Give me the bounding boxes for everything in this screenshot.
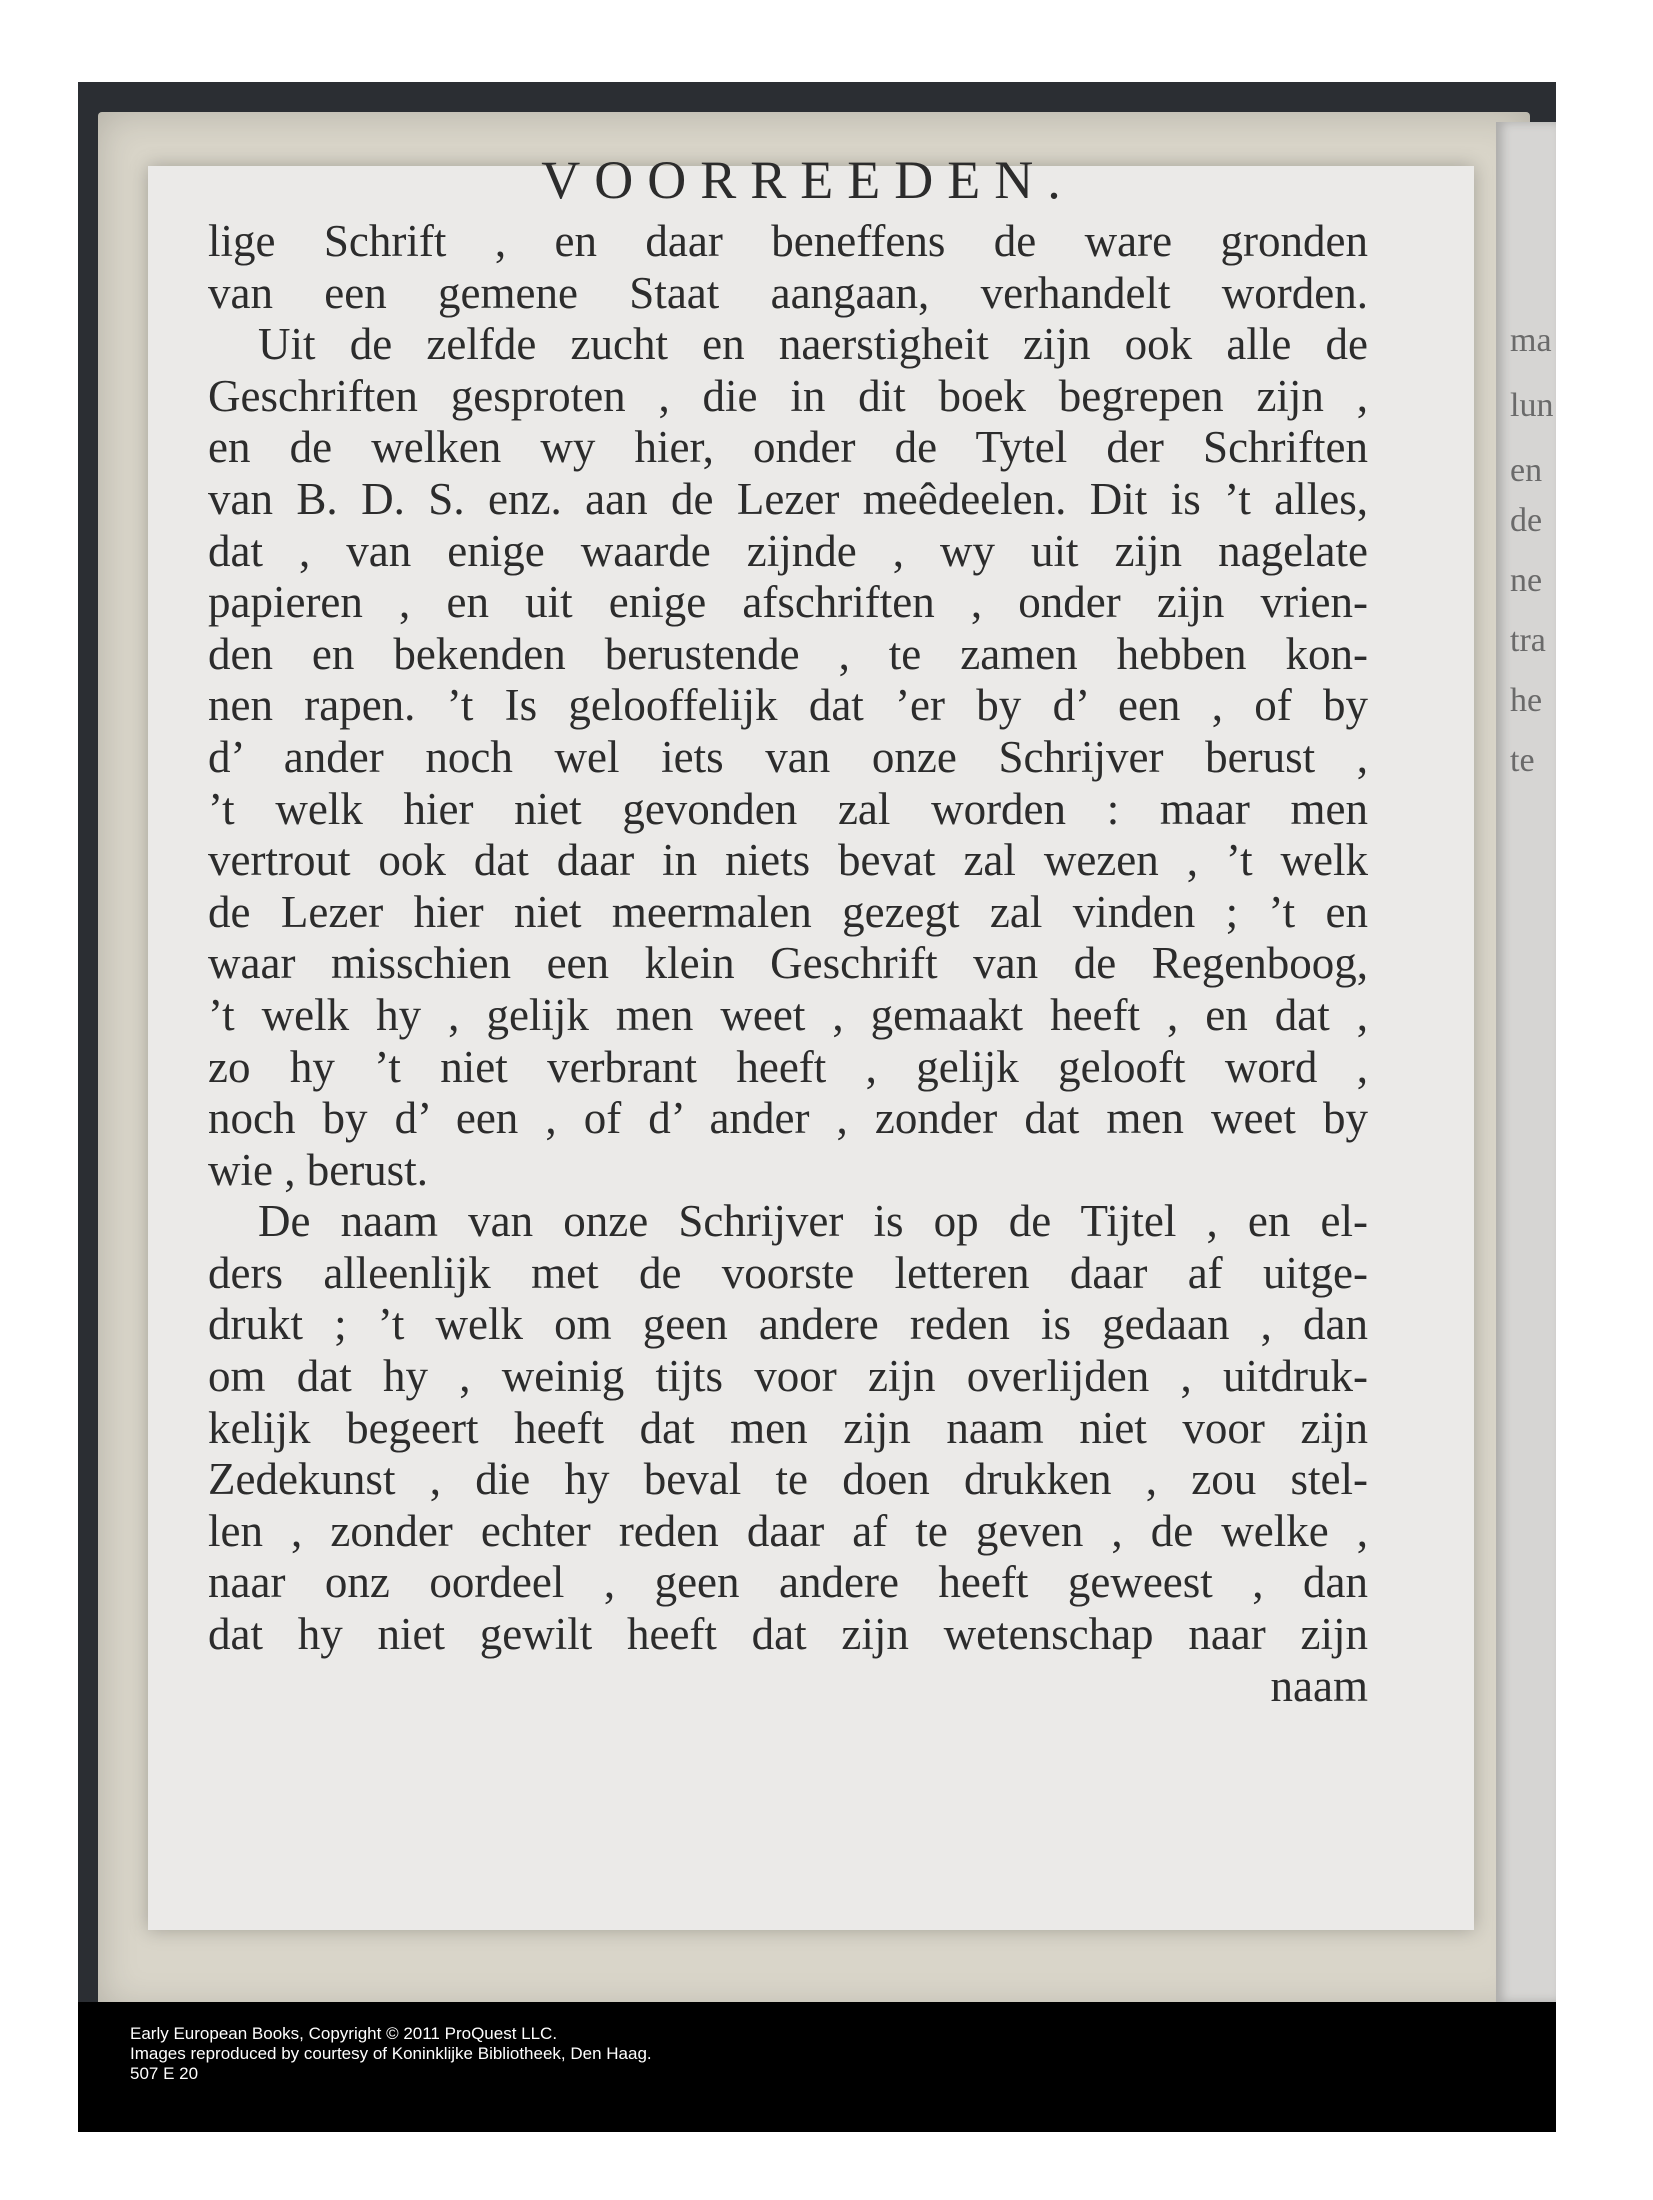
facing-page-fragment: lun: [1510, 387, 1554, 424]
text-line: dat , van enige waarde zijnde , wy uit zijn nagelate: [208, 525, 1368, 576]
catchword: naam: [1270, 1660, 1368, 1711]
facing-page-fragment: ma: [1510, 322, 1552, 359]
text-line: en de welken wy hier, onder de Tytel der Schriften: [208, 422, 1368, 473]
text-line: drukt ; ’t welk om geen andere reden is gedaan , dan: [208, 1299, 1368, 1350]
text-line: ’t welk hy , gelijk men weet , gemaakt heeft , en dat ,: [208, 989, 1368, 1040]
facing-page-fragment: en: [1510, 452, 1543, 489]
facing-page-fragment: ne: [1510, 562, 1543, 599]
text-line: zo hy ’t niet verbrant heeft , gelijk gelooft word ,: [208, 1041, 1368, 1092]
text-line: Uit de zelfde zucht en naerstigheit zijn ook alle de: [258, 319, 1368, 370]
text-line: De naam van onze Schrijver is op de Tijtel , en el-: [258, 1196, 1368, 1247]
copyright-footer: [78, 2002, 1556, 2132]
text-line: dat hy niet gewilt heeft dat zijn wetenschap naar zijn: [208, 1609, 1368, 1660]
text-line: vertrout ook dat daar in niets bevat zal wezen , ’t welk: [208, 835, 1368, 886]
text-line: om dat hy , weinig tijts voor zijn overlijden , uitdruk-: [208, 1351, 1368, 1402]
text-line: Geschriften gesproten , die in dit boek begrepen zijn ,: [208, 370, 1368, 421]
text-line: waar misschien een klein Geschrift van de Regenboog,: [208, 938, 1368, 989]
text-line: ’t welk hier niet gevonden zal worden : maar men: [208, 783, 1368, 834]
facing-page-fragment: de: [1510, 502, 1543, 539]
text-line: van een gemene Staat aangaan, verhandelt worden.: [208, 267, 1368, 318]
facing-page-fragment: te: [1510, 742, 1535, 779]
page-text: [208, 150, 1368, 1712]
facing-page-fragment: he: [1510, 682, 1543, 719]
text-line: lige Schrift , en daar beneffens de ware gronden: [208, 216, 1368, 266]
text-line: papieren , en uit enige afschriften , onder zijn vrien-: [208, 577, 1368, 628]
text-line: wie , berust.: [208, 1144, 428, 1195]
text-line: Zedekunst , die hy beval te doen drukken , zou stel-: [208, 1454, 1368, 1505]
text-line: len , zonder echter reden daar af te geven , de welke ,: [208, 1505, 1368, 1556]
facing-page-edge: [1496, 122, 1556, 2002]
footer-shelfmark: 507 E 20: [130, 2064, 199, 2083]
running-head: VOORREEDEN.: [541, 150, 1075, 210]
text-line: naar onz oordeel , geen andere heeft geweest , dan: [208, 1557, 1368, 1608]
text-line: de Lezer hier niet meermalen gezegt zal vinden ; ’t en: [208, 886, 1368, 937]
text-line: nen rapen. ’t Is gelooffelijk dat ’er by d’ een , of by: [208, 680, 1368, 731]
text-line: ders alleenlijk met de voorste letteren daar af uitge-: [208, 1247, 1368, 1298]
footer-copyright: Early European Books, Copyright © 2011 ProQuest LLC.: [130, 2024, 558, 2043]
text-line: van B. D. S. enz. aan de Lezer meêdeelen. Dit is ’t alles,: [208, 473, 1368, 524]
text-line: den en bekenden berustende , te zamen hebben kon-: [208, 628, 1368, 679]
footer-courtesy: Images reproduced by courtesy of Koninklijke Bibliotheek, Den Haag.: [130, 2044, 652, 2063]
text-line: noch by d’ een , of d’ ander , zonder dat men weet by: [208, 1093, 1368, 1144]
text-line: kelijk begeert heeft dat men zijn naam niet voor zijn: [208, 1402, 1368, 1453]
facing-page-fragment: tra: [1510, 622, 1546, 659]
text-line: d’ ander noch wel iets van onze Schrijver berust ,: [208, 731, 1368, 782]
